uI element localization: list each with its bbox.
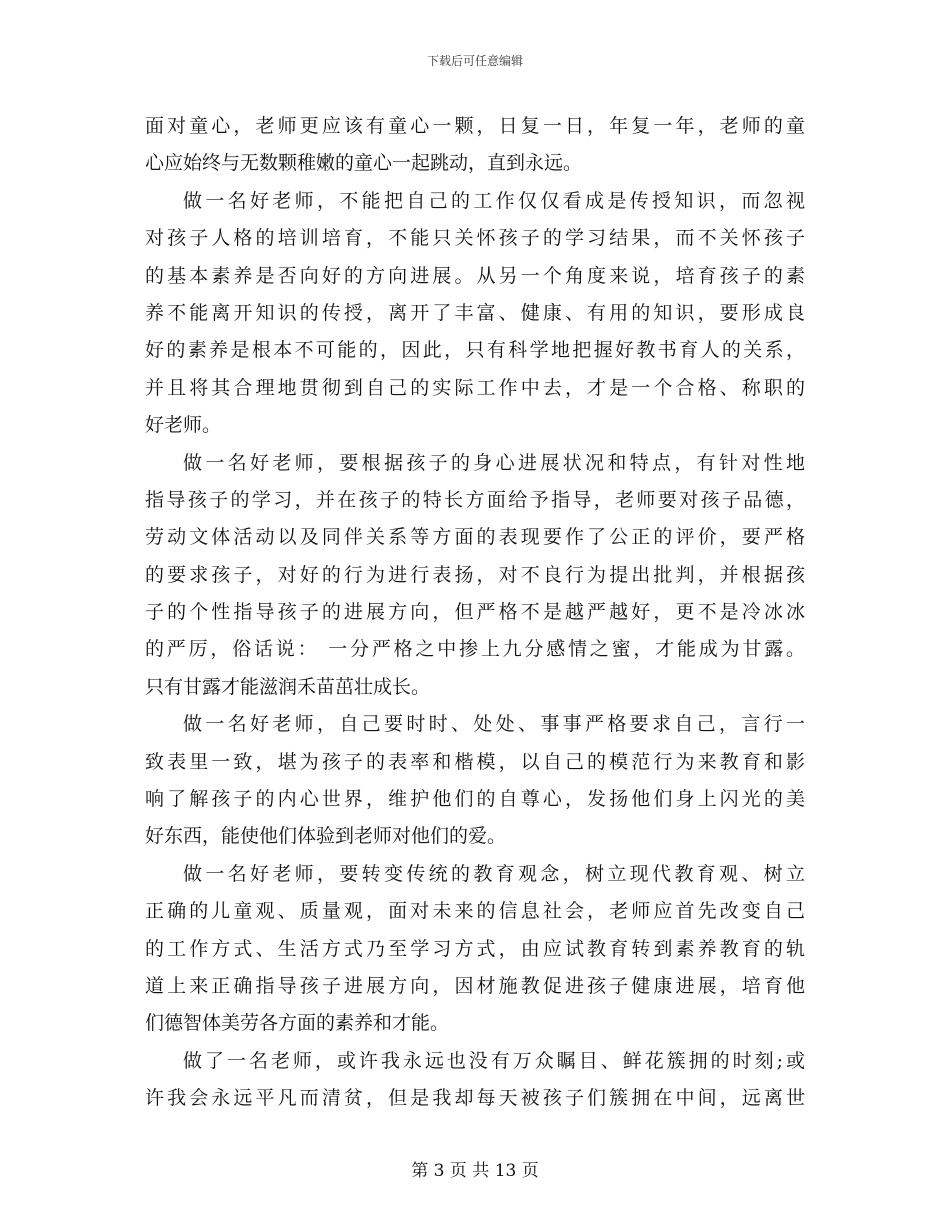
text-line: 致表里一致，堪为孩子的表率和楷模，以自己的模范行为来教育和影	[145, 750, 805, 773]
text-line: 做一名好老师，自己要时时、处处、事事严格要求自己，言行一	[183, 713, 805, 736]
text-line: 的基本素养是否向好的方向进展。从另一个角度来说，培育孩子的素	[145, 264, 805, 287]
text-line: 子的个性指导孩子的进展方向，但严格不是越严越好，更不是冷冰冰	[145, 601, 805, 624]
text-line: 做了一名老师，或许我永远也没有万众瞩目、鲜花簇拥的时刻;或	[183, 1049, 805, 1072]
text-line: 道上来正确指导孩子进展方向，因材施教促进孩子健康进展，培育他	[145, 974, 805, 997]
text-line: 响了解孩子的内心世界，维护他们的自尊心，发扬他们身上闪光的美	[145, 788, 805, 811]
text-line: 只有甘露才能滋润禾苗茁壮成长。	[145, 675, 431, 698]
text-line: 对孩子人格的培训培育，不能只关怀孩子的学习结果，而不关怀孩子	[145, 227, 805, 250]
text-line: 做一名好老师，要转变传统的教育观念，树立现代教育观、树立	[183, 862, 805, 885]
text-line: 指导孩子的学习，并在孩子的特长方面给予指导，老师要对孩子品德，	[145, 488, 805, 511]
text-line: 的要求孩子，对好的行为进行表扬，对不良行为提出批判，并根据孩	[145, 563, 805, 586]
text-line: 正确的儿童观、质量观，面对未来的信息社会，老师应首先改变自己	[145, 900, 805, 923]
document-body	[145, 108, 805, 1118]
text-line: 心应始终与无数颗稚嫩的童心一起跳动，直到永远。	[145, 152, 583, 175]
header-note: 下载后可任意编辑	[426, 54, 523, 68]
text-line: 面对童心，老师更应该有童心一颗，日复一日，年复一年，老师的童	[145, 115, 805, 137]
text-line: 许我会永远平凡而清贫，但是我却每天被孩子们簇拥在中间，远离世	[145, 1087, 805, 1110]
text-line: 们德智体美劳各方面的素养和才能。	[145, 1012, 450, 1035]
text-line: 好老师。	[145, 414, 222, 437]
text-line: 做一名好老师，要根据孩子的身心进展状况和特点，有针对性地	[183, 451, 805, 474]
text-line: 劳动文体活动以及同伴关系等方面的表现要作了公正的评价，要严格	[145, 526, 805, 549]
text-line: 做一名好老师，不能把自己的工作仅仅看成是传授知识，而忽视	[183, 189, 805, 212]
text-line: 的严厉，俗话说： 一分严格之中掺上九分感情之蜜，才能成为甘露。	[145, 638, 805, 661]
text-line: 并且将其合理地贯彻到自己的实际工作中去，才是一个合格、称职的	[145, 376, 805, 399]
text-line: 好东西，能使他们体验到老师对他们的爱。	[145, 825, 507, 848]
text-line: 养不能离开知识的传授，离开了丰富、健康、有用的知识，要形成良	[145, 301, 805, 324]
text-line: 的工作方式、生活方式乃至学习方式，由应试教育转到素养教育的轨	[145, 937, 805, 960]
page-number: 第 3 页 共 13 页	[411, 1161, 539, 1181]
text-line: 好的素养是根本不可能的，因此，只有科学地把握好教书育人的关系，	[145, 339, 805, 362]
